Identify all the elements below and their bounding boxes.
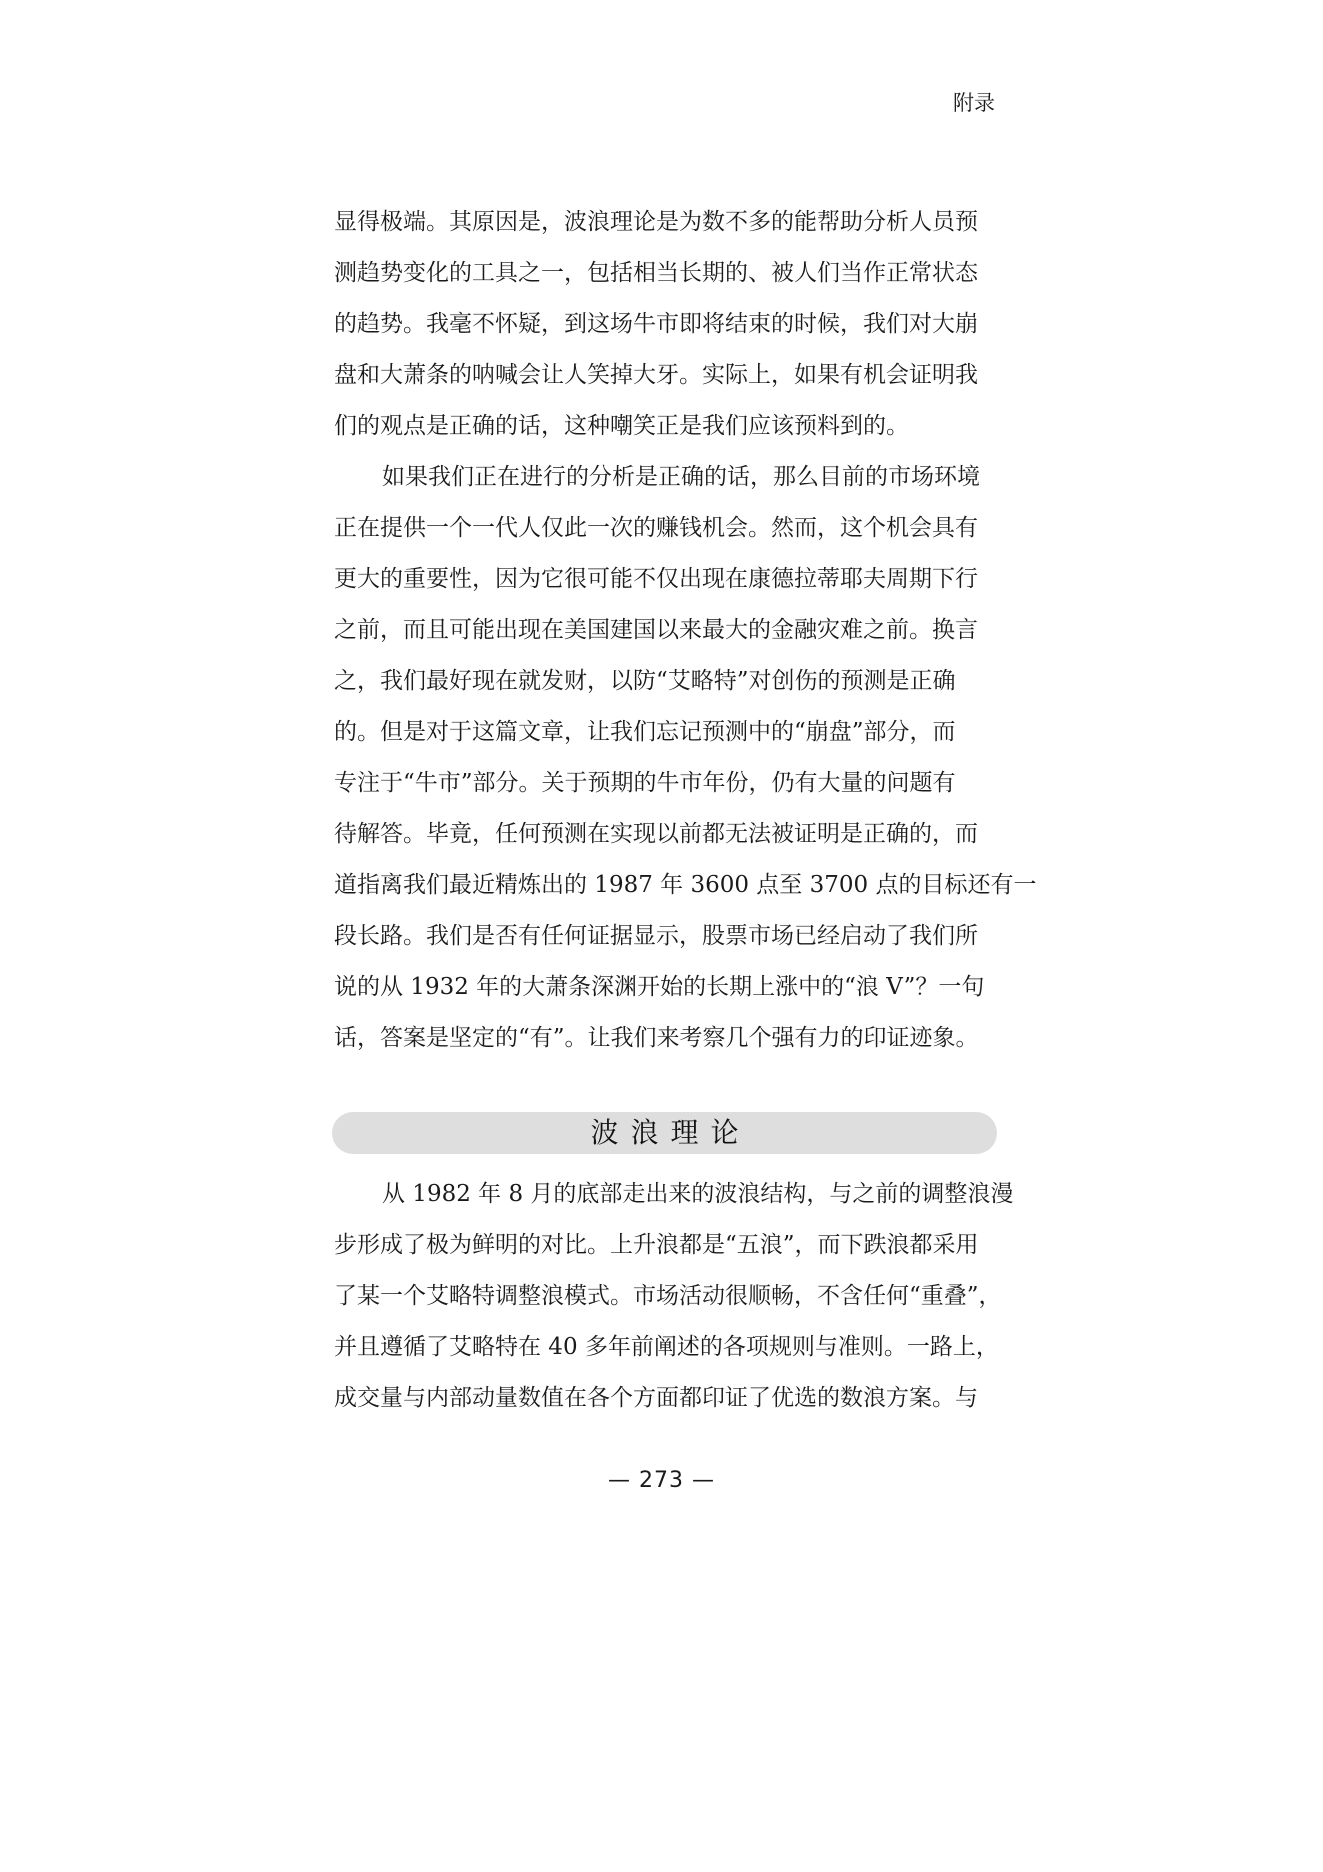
paragraph-1-line-1: 显得极端。其原因是，波浪理论是为数不多的能帮助分析人员预 [334,209,978,235]
section-paragraph-line-2: 步形成了极为鲜明的对比。上升浪都是“五浪”，而下跌浪都采用 [334,1232,979,1258]
section-paragraph-line-1: 从 1982 年 8 月的底部走出来的波浪结构，与之前的调整浪漫 [382,1181,1014,1207]
section-heading-text: 波浪理论 [590,1116,751,1149]
paragraph-2-line-4: 之前，而且可能出现在美国建国以来最大的金融灾难之前。换言 [334,617,978,643]
paragraph-1-line-3: 的趋势。我毫不怀疑，到这场牛市即将结束的时候，我们对大崩 [334,311,978,337]
paragraph-2-line-7: 专注于“牛市”部分。关于预期的牛市年份，仍有大量的问题有 [334,770,956,796]
page-number: — 273 — [608,1468,715,1493]
paragraph-2-line-10: 段长路。我们是否有任何证据显示，股票市场已经启动了我们所 [334,923,978,949]
section-paragraph-line-4: 并且遵循了艾略特在 40 多年前阐述的各项规则与准则。一路上， [334,1334,999,1360]
paragraph-1-line-5: 们的观点是正确的话，这种嘲笑正是我们应该预料到的。 [334,413,909,439]
paragraph-2-line-5: 之，我们最好现在就发财，以防“艾略特”对创伤的预测是正确 [334,668,956,694]
section-paragraph-line-3: 了某一个艾略特调整浪模式。市场活动很顺畅，不含任何“重叠”， [334,1283,1002,1309]
section-paragraph-line-5: 成交量与内部动量数值在各个方面都印证了优选的数浪方案。与 [334,1385,978,1411]
paragraph-2-line-3: 更大的重要性，因为它很可能不仅出现在康德拉蒂耶夫周期下行 [334,566,978,592]
paragraph-1-line-4: 盘和大萧条的呐喊会让人笑掉大牙。实际上，如果有机会证明我 [334,362,978,388]
paragraph-1-line-2: 测趋势变化的工具之一，包括相当长期的、被人们当作正常状态 [334,260,978,286]
paragraph-2-line-8: 待解答。毕竟，任何预测在实现以前都无法被证明是正确的，而 [334,821,978,847]
section-heading [332,1112,997,1154]
paragraph-2-line-1: 如果我们正在进行的分析是正确的话，那么目前的市场环境 [382,464,980,490]
paragraph-2-line-12: 话，答案是坚定的“有”。让我们来考察几个强有力的印证迹象。 [334,1025,979,1051]
paragraph-2-line-6: 的。但是对于这篇文章，让我们忘记预测中的“崩盘”部分，而 [334,719,956,745]
paragraph-2-line-11: 说的从 1932 年的大萧条深渊开始的长期上涨中的“浪 V”？一句 [334,974,985,1000]
paragraph-2-line-2: 正在提供一个一代人仅此一次的赚钱机会。然而，这个机会具有 [334,515,978,541]
paragraph-2-line-9: 道指离我们最近精炼出的 1987 年 3600 点至 3700 点的目标还有一 [334,872,1037,898]
running-header: 附录 [953,91,995,115]
